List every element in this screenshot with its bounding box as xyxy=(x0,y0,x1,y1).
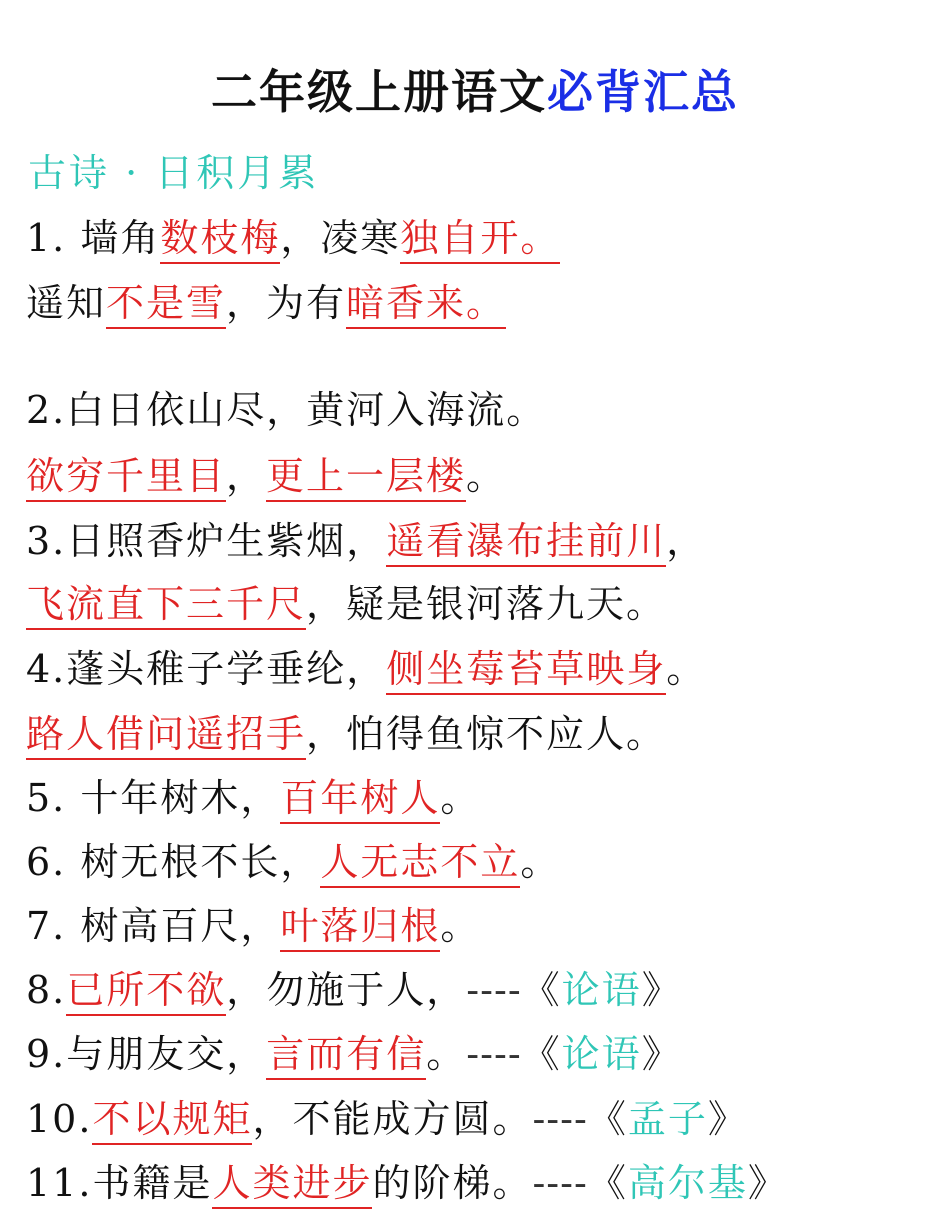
attribution-dash: ---- xyxy=(532,1161,588,1205)
verse-line xyxy=(26,212,560,264)
verse-line xyxy=(26,277,506,329)
verse-text: 。 xyxy=(520,840,561,884)
highlighted-text: 人类进步 xyxy=(212,1161,372,1209)
verse-text: 9.与朋友交， xyxy=(26,1032,267,1076)
verse-line xyxy=(26,384,546,436)
verse-text: 遥知 xyxy=(26,281,107,325)
verse-text: ， xyxy=(666,519,707,563)
verse-text: ，疑是银河落九天。 xyxy=(306,582,667,626)
verse-text: 《 xyxy=(587,1097,628,1141)
highlighted-text: 已所不欲 xyxy=(66,968,226,1016)
verse-text: 7. 树高百尺， xyxy=(26,904,281,948)
verse-line xyxy=(26,450,506,502)
verse-text: 》 xyxy=(747,1161,788,1205)
attribution-dash: ---- xyxy=(532,1097,588,1141)
title-part-main: 二年级上册语文 xyxy=(211,65,547,119)
source-name: 论语 xyxy=(561,968,642,1012)
highlighted-text: 暗香来。 xyxy=(346,281,506,329)
verse-text: 10. xyxy=(26,1097,93,1141)
verse-line xyxy=(26,964,682,1016)
highlighted-text: 不是雪 xyxy=(106,281,226,329)
attribution-dash: ---- xyxy=(466,1032,522,1076)
verse-text: 3.日照香炉生紫烟， xyxy=(26,519,387,563)
verse-text: 1. 墙角 xyxy=(26,216,161,260)
verse-line xyxy=(26,772,480,824)
highlighted-text: 言而有信 xyxy=(266,1032,426,1080)
verse-text: 》 xyxy=(707,1097,748,1141)
verse-text: 》 xyxy=(641,1032,682,1076)
verse-text: 8. xyxy=(26,968,67,1012)
title-part-highlight: 必背汇总 xyxy=(547,65,739,119)
source-name: 孟子 xyxy=(627,1097,708,1141)
verse-line xyxy=(26,643,706,695)
highlighted-text: 数枝梅 xyxy=(160,216,280,264)
attribution-dash: ---- xyxy=(466,968,522,1012)
verse-text: 4.蓬头稚子学垂纶， xyxy=(26,647,387,691)
verse-line xyxy=(26,900,480,952)
highlighted-text: 人无志不立 xyxy=(320,840,520,888)
highlighted-text: 更上一层楼 xyxy=(266,454,466,502)
highlighted-text: 侧坐莓苔草映身 xyxy=(386,647,666,695)
highlighted-text: 独自开。 xyxy=(400,216,560,264)
verse-text: 。 xyxy=(666,647,707,691)
verse-text: 》 xyxy=(641,968,682,1012)
source-name: 论语 xyxy=(561,1032,642,1076)
verse-text: 《 xyxy=(521,1032,562,1076)
verse-line xyxy=(26,578,666,630)
source-name: 高尔基 xyxy=(627,1161,748,1205)
highlighted-text: 飞流直下三千尺 xyxy=(26,582,306,630)
highlighted-text: 遥看瀑布挂前川 xyxy=(386,519,666,567)
verse-text: 5. 十年树木， xyxy=(26,776,281,820)
highlighted-text: 路人借问遥招手 xyxy=(26,712,306,760)
verse-text: 2.白日依山尽，黄河入海流。 xyxy=(26,388,547,432)
verse-text: 。 xyxy=(440,776,481,820)
verse-text: 的阶梯。 xyxy=(372,1161,533,1205)
verse-text: 。 xyxy=(466,454,507,498)
verse-line xyxy=(26,1028,682,1080)
verse-text: 。 xyxy=(440,904,481,948)
verse-text: ，怕得鱼惊不应人。 xyxy=(306,712,667,756)
verse-text: ，不能成方圆。 xyxy=(252,1097,533,1141)
verse-text: ，勿施于人， xyxy=(226,968,467,1012)
verse-text: ， xyxy=(226,454,267,498)
page-title xyxy=(0,62,950,122)
verse-text: 。 xyxy=(426,1032,467,1076)
verse-line xyxy=(26,515,706,567)
verse-line xyxy=(26,708,666,760)
verse-text: 6. 树无根不长， xyxy=(26,840,321,884)
verse-text: ，凌寒 xyxy=(280,216,401,260)
verse-line xyxy=(26,1157,788,1209)
verse-line xyxy=(26,1093,748,1145)
highlighted-text: 百年树人 xyxy=(280,776,440,824)
verse-text: 《 xyxy=(521,968,562,1012)
verse-text: 11.书籍是 xyxy=(26,1161,213,1205)
highlighted-text: 欲穷千里目 xyxy=(26,454,226,502)
verse-text: 《 xyxy=(587,1161,628,1205)
verse-text: ，为有 xyxy=(226,281,347,325)
section-heading: 古诗 · 日积月累 xyxy=(28,151,320,195)
highlighted-text: 不以规矩 xyxy=(92,1097,252,1145)
verse-line xyxy=(26,836,560,888)
highlighted-text: 叶落归根 xyxy=(280,904,440,952)
